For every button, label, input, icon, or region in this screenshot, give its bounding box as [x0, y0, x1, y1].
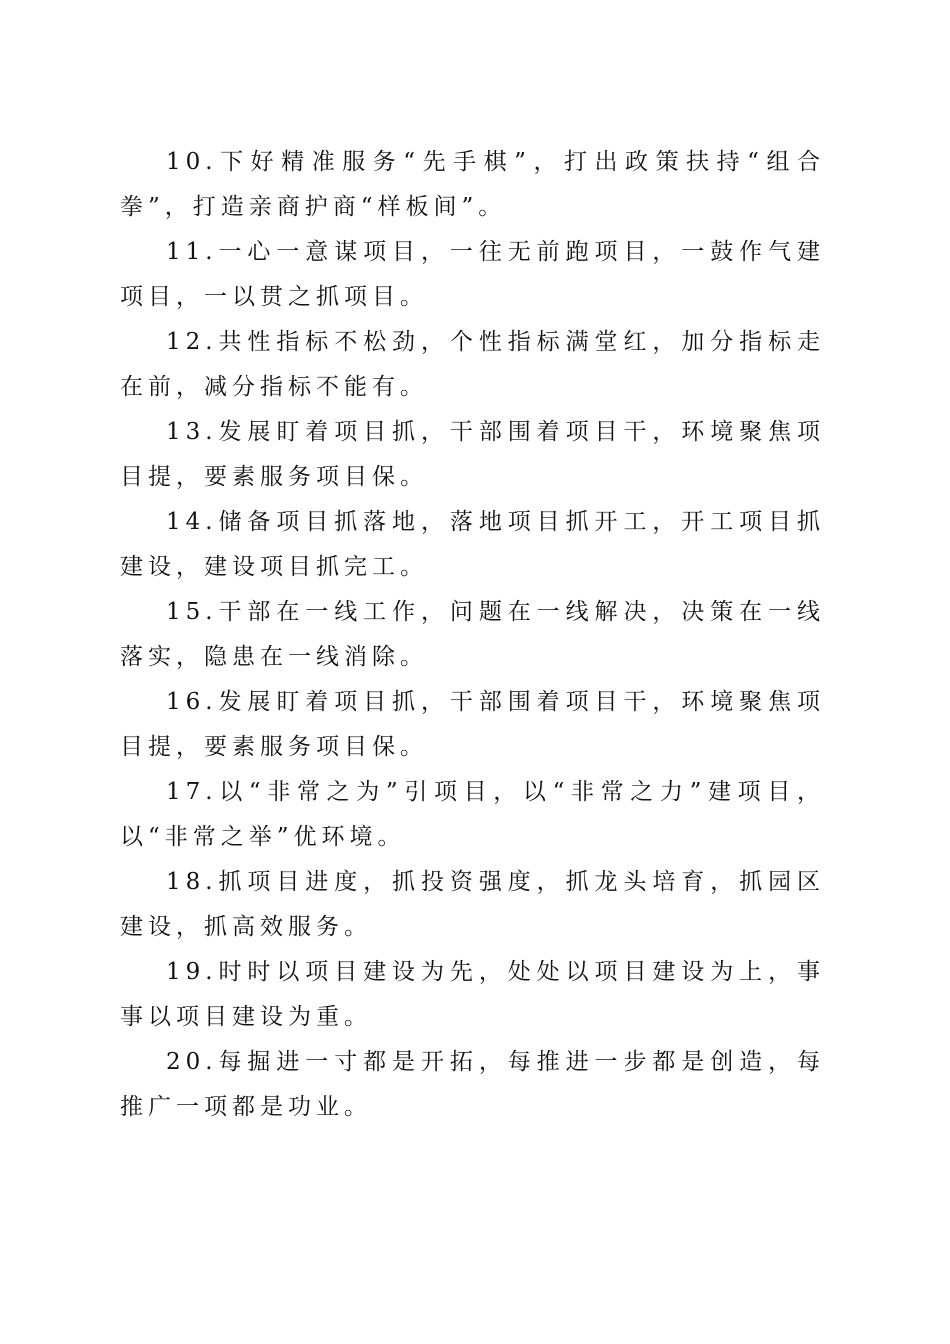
paragraph-15: 15.干部在一线工作，问题在一线解决，决策在一线落实，隐患在一线消除。	[120, 599, 825, 670]
paragraph-19: 19.时时以项目建设为先，处处以项目建设为上，事事以项目建设为重。	[120, 959, 825, 1030]
paragraph-14: 14.储备项目抓落地，落地项目抓开工，开工项目抓建设，建设项目抓完工。	[120, 509, 825, 580]
paragraph-13: 13.发展盯着项目抓，干部围着项目干，环境聚焦项目提，要素服务项目保。	[120, 419, 825, 490]
paragraph-11: 11.一心一意谋项目，一往无前跑项目，一鼓作气建项目，一以贯之抓项目。	[120, 239, 825, 310]
paragraph-12: 12.共性指标不松劲，个性指标满堂红，加分指标走在前，减分指标不能有。	[120, 329, 825, 400]
paragraph-16: 16.发展盯着项目抓，干部围着项目干，环境聚焦项目提，要素服务项目保。	[120, 689, 825, 760]
paragraph-18: 18.抓项目进度，抓投资强度，抓龙头培育，抓园区建设，抓高效服务。	[120, 869, 825, 940]
paragraph-10: 10.下好精准服务“先手棋”，打出政策扶持“组合拳”，打造亲商护商“样板间”。	[120, 149, 825, 220]
paragraph-20: 20.每掘进一寸都是开拓，每推进一步都是创造，每推广一项都是功业。	[120, 1049, 825, 1120]
paragraph-17: 17.以“非常之为”引项目，以“非常之力”建项目，以“非常之举”优环境。	[120, 779, 825, 850]
document-body	[120, 140, 825, 1130]
